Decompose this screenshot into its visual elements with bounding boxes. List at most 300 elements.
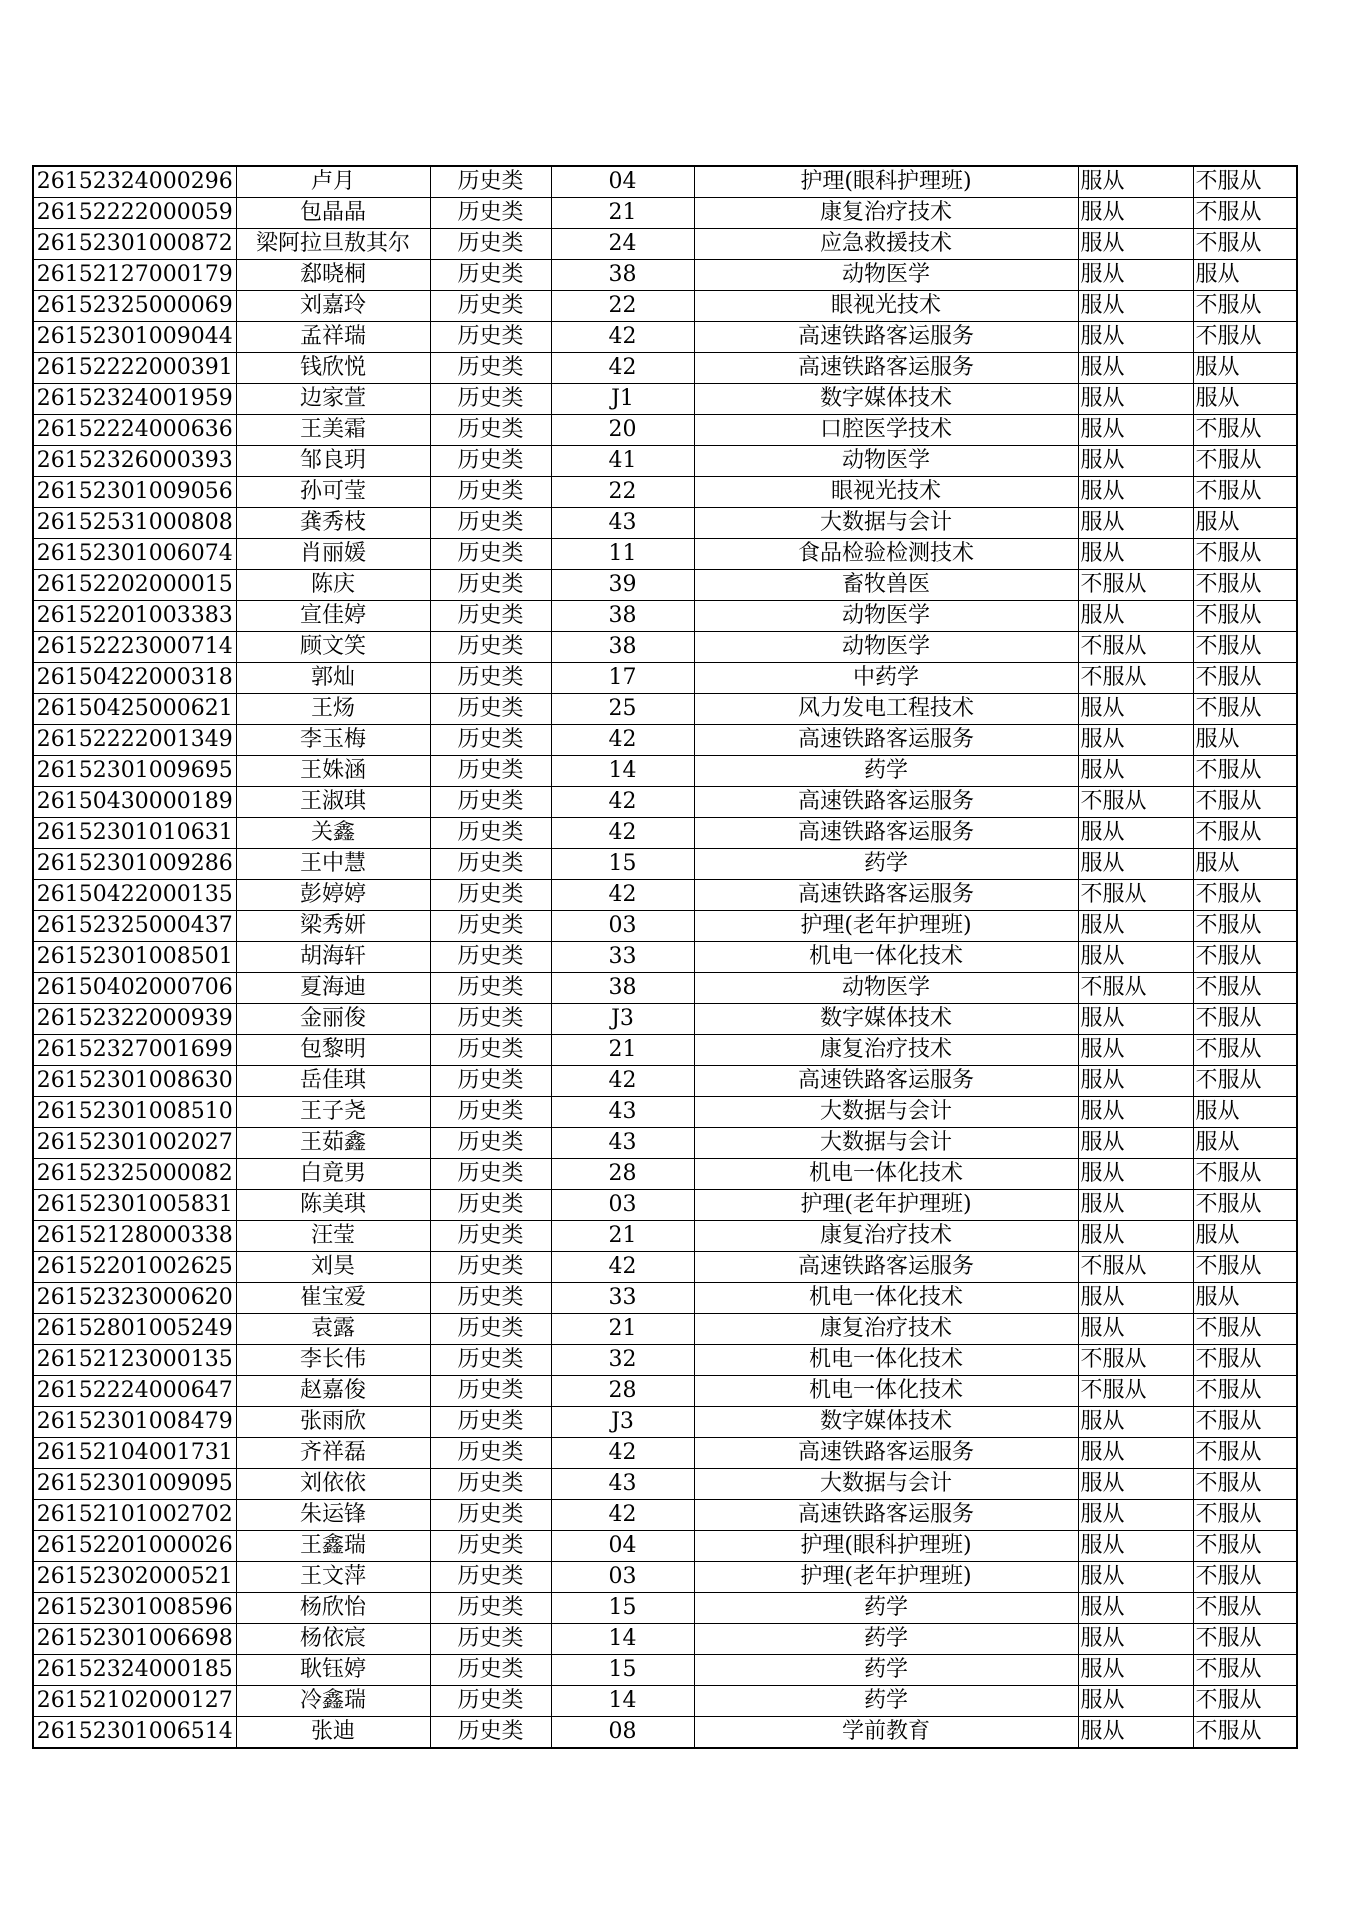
- adjust-school-cell: 不服从: [1193, 322, 1297, 353]
- adjust-school-cell: 不服从: [1193, 1500, 1297, 1531]
- subject-type-cell: 历史类: [430, 1190, 551, 1221]
- subject-type-cell: 历史类: [430, 1438, 551, 1469]
- table-row: [33, 1500, 1297, 1531]
- subject-type-cell: 历史类: [430, 477, 551, 508]
- candidate-id-cell: 26152301000872: [33, 229, 236, 260]
- major-cell: 高速铁路客运服务: [694, 1500, 1078, 1531]
- major-cell: 机电一体化技术: [694, 1345, 1078, 1376]
- major-cell: 动物医学: [694, 260, 1078, 291]
- candidate-id-cell: 26150422000318: [33, 663, 236, 694]
- adjust-major-cell: 不服从: [1078, 570, 1193, 601]
- name-cell: 崔宝爱: [236, 1283, 430, 1314]
- table-row: [33, 1438, 1297, 1469]
- adjust-school-cell: 不服从: [1193, 1004, 1297, 1035]
- adjust-school-cell: 不服从: [1193, 1345, 1297, 1376]
- adjust-major-cell: 服从: [1078, 694, 1193, 725]
- subject-type-cell: 历史类: [430, 1500, 551, 1531]
- major-cell: 风力发电工程技术: [694, 694, 1078, 725]
- major-cell: 动物医学: [694, 632, 1078, 663]
- table-row: [33, 198, 1297, 229]
- major-cell: 高速铁路客运服务: [694, 818, 1078, 849]
- subject-type-cell: 历史类: [430, 1097, 551, 1128]
- candidate-id-cell: 26152301009695: [33, 756, 236, 787]
- major-code-cell: 42: [551, 353, 694, 384]
- name-cell: 梁秀妍: [236, 911, 430, 942]
- major-code-cell: 28: [551, 1159, 694, 1190]
- name-cell: 王美霜: [236, 415, 430, 446]
- table-row: [33, 1624, 1297, 1655]
- major-cell: 药学: [694, 849, 1078, 880]
- table-row: [33, 1128, 1297, 1159]
- name-cell: 王姝涵: [236, 756, 430, 787]
- name-cell: 郄晓桐: [236, 260, 430, 291]
- adjust-major-cell: 服从: [1078, 818, 1193, 849]
- major-code-cell: 15: [551, 1655, 694, 1686]
- major-cell: 眼视光技术: [694, 291, 1078, 322]
- subject-type-cell: 历史类: [430, 198, 551, 229]
- adjust-major-cell: 服从: [1078, 1128, 1193, 1159]
- major-cell: 食品检验检测技术: [694, 539, 1078, 570]
- subject-type-cell: 历史类: [430, 1624, 551, 1655]
- major-code-cell: 28: [551, 1376, 694, 1407]
- table-row: [33, 446, 1297, 477]
- name-cell: 郭灿: [236, 663, 430, 694]
- subject-type-cell: 历史类: [430, 1159, 551, 1190]
- table-row: [33, 291, 1297, 322]
- table-row: [33, 632, 1297, 663]
- major-code-cell: 21: [551, 1035, 694, 1066]
- major-code-cell: 42: [551, 1500, 694, 1531]
- adjust-school-cell: 不服从: [1193, 446, 1297, 477]
- adjust-school-cell: 不服从: [1193, 1159, 1297, 1190]
- candidate-id-cell: 26152531000808: [33, 508, 236, 539]
- adjust-school-cell: 不服从: [1193, 1531, 1297, 1562]
- name-cell: 金丽俊: [236, 1004, 430, 1035]
- adjust-major-cell: 服从: [1078, 1438, 1193, 1469]
- adjust-school-cell: 不服从: [1193, 632, 1297, 663]
- name-cell: 龚秀枝: [236, 508, 430, 539]
- subject-type-cell: 历史类: [430, 1314, 551, 1345]
- major-code-cell: 42: [551, 725, 694, 756]
- adjust-school-cell: 不服从: [1193, 601, 1297, 632]
- table-row: [33, 1345, 1297, 1376]
- major-cell: 高速铁路客运服务: [694, 1066, 1078, 1097]
- name-cell: 陈庆: [236, 570, 430, 601]
- subject-type-cell: 历史类: [430, 291, 551, 322]
- adjust-school-cell: 服从: [1193, 1128, 1297, 1159]
- table-row: [33, 1035, 1297, 1066]
- subject-type-cell: 历史类: [430, 632, 551, 663]
- adjust-school-cell: 不服从: [1193, 694, 1297, 725]
- adjust-school-cell: 不服从: [1193, 1655, 1297, 1686]
- table-row: [33, 260, 1297, 291]
- name-cell: 卢月: [236, 166, 430, 198]
- candidate-id-cell: 26152127000179: [33, 260, 236, 291]
- adjust-major-cell: 服从: [1078, 601, 1193, 632]
- name-cell: 孟祥瑞: [236, 322, 430, 353]
- table-row: [33, 353, 1297, 384]
- table-row: [33, 570, 1297, 601]
- major-cell: 康复治疗技术: [694, 198, 1078, 229]
- table-row: [33, 1221, 1297, 1252]
- major-code-cell: 17: [551, 663, 694, 694]
- name-cell: 王子尧: [236, 1097, 430, 1128]
- candidate-id-cell: 26152123000135: [33, 1345, 236, 1376]
- subject-type-cell: 历史类: [430, 415, 551, 446]
- major-code-cell: 43: [551, 508, 694, 539]
- candidate-id-cell: 26152301008479: [33, 1407, 236, 1438]
- adjust-major-cell: 服从: [1078, 1314, 1193, 1345]
- candidate-id-cell: 26152326000393: [33, 446, 236, 477]
- candidate-id-cell: 26152301009056: [33, 477, 236, 508]
- adjust-school-cell: 服从: [1193, 508, 1297, 539]
- major-code-cell: 38: [551, 601, 694, 632]
- adjust-major-cell: 不服从: [1078, 632, 1193, 663]
- major-code-cell: 42: [551, 787, 694, 818]
- candidate-id-cell: 26152325000437: [33, 911, 236, 942]
- candidate-id-cell: 26152324000185: [33, 1655, 236, 1686]
- subject-type-cell: 历史类: [430, 1035, 551, 1066]
- candidate-id-cell: 26152222000391: [33, 353, 236, 384]
- major-cell: 动物医学: [694, 601, 1078, 632]
- adjust-school-cell: 不服从: [1193, 1035, 1297, 1066]
- candidate-id-cell: 26152325000082: [33, 1159, 236, 1190]
- name-cell: 王炀: [236, 694, 430, 725]
- major-code-cell: 43: [551, 1469, 694, 1500]
- candidate-id-cell: 26152224000647: [33, 1376, 236, 1407]
- major-cell: 康复治疗技术: [694, 1035, 1078, 1066]
- candidate-id-cell: 26152301008501: [33, 942, 236, 973]
- major-code-cell: 43: [551, 1097, 694, 1128]
- name-cell: 王文萍: [236, 1562, 430, 1593]
- adjust-school-cell: 不服从: [1193, 229, 1297, 260]
- candidate-id-cell: 26152301002027: [33, 1128, 236, 1159]
- adjust-school-cell: 不服从: [1193, 291, 1297, 322]
- major-cell: 学前教育: [694, 1717, 1078, 1749]
- name-cell: 梁阿拉旦敖其尔: [236, 229, 430, 260]
- name-cell: 孙可莹: [236, 477, 430, 508]
- name-cell: 王茹鑫: [236, 1128, 430, 1159]
- subject-type-cell: 历史类: [430, 1004, 551, 1035]
- subject-type-cell: 历史类: [430, 1221, 551, 1252]
- adjust-school-cell: 不服从: [1193, 756, 1297, 787]
- name-cell: 刘昊: [236, 1252, 430, 1283]
- major-code-cell: 15: [551, 849, 694, 880]
- table-row: [33, 973, 1297, 1004]
- adjust-school-cell: 不服从: [1193, 942, 1297, 973]
- major-code-cell: 22: [551, 291, 694, 322]
- candidate-id-cell: 26152324001959: [33, 384, 236, 415]
- name-cell: 包黎明: [236, 1035, 430, 1066]
- major-cell: 药学: [694, 1593, 1078, 1624]
- subject-type-cell: 历史类: [430, 694, 551, 725]
- major-code-cell: 24: [551, 229, 694, 260]
- subject-type-cell: 历史类: [430, 570, 551, 601]
- adjust-major-cell: 服从: [1078, 446, 1193, 477]
- subject-type-cell: 历史类: [430, 1562, 551, 1593]
- table-row: [33, 1283, 1297, 1314]
- adjust-school-cell: 服从: [1193, 384, 1297, 415]
- major-code-cell: 33: [551, 942, 694, 973]
- adjust-major-cell: 服从: [1078, 198, 1193, 229]
- table-row: [33, 1469, 1297, 1500]
- name-cell: 王中慧: [236, 849, 430, 880]
- subject-type-cell: 历史类: [430, 508, 551, 539]
- candidate-id-cell: 26152302000521: [33, 1562, 236, 1593]
- major-code-cell: 43: [551, 1128, 694, 1159]
- adjust-school-cell: 服从: [1193, 725, 1297, 756]
- name-cell: 彭婷婷: [236, 880, 430, 911]
- adjust-school-cell: 不服从: [1193, 1593, 1297, 1624]
- subject-type-cell: 历史类: [430, 1376, 551, 1407]
- name-cell: 王淑琪: [236, 787, 430, 818]
- major-code-cell: 42: [551, 880, 694, 911]
- adjust-school-cell: 不服从: [1193, 663, 1297, 694]
- subject-type-cell: 历史类: [430, 911, 551, 942]
- adjust-major-cell: 服从: [1078, 1004, 1193, 1035]
- subject-type-cell: 历史类: [430, 663, 551, 694]
- major-cell: 康复治疗技术: [694, 1221, 1078, 1252]
- candidate-id-cell: 26152301006514: [33, 1717, 236, 1749]
- adjust-major-cell: 服从: [1078, 1531, 1193, 1562]
- table-row: [33, 1562, 1297, 1593]
- adjust-school-cell: 服从: [1193, 1097, 1297, 1128]
- major-cell: 畜牧兽医: [694, 570, 1078, 601]
- adjust-school-cell: 不服从: [1193, 1562, 1297, 1593]
- name-cell: 胡海轩: [236, 942, 430, 973]
- major-code-cell: 03: [551, 911, 694, 942]
- table-row: [33, 1531, 1297, 1562]
- subject-type-cell: 历史类: [430, 1717, 551, 1749]
- adjust-major-cell: 服从: [1078, 229, 1193, 260]
- major-cell: 药学: [694, 1686, 1078, 1717]
- name-cell: 李玉梅: [236, 725, 430, 756]
- major-cell: 大数据与会计: [694, 1469, 1078, 1500]
- table-row: [33, 539, 1297, 570]
- major-code-cell: 20: [551, 415, 694, 446]
- adjust-school-cell: 不服从: [1193, 1190, 1297, 1221]
- adjust-major-cell: 服从: [1078, 1593, 1193, 1624]
- table-row: [33, 601, 1297, 632]
- table-row: [33, 1686, 1297, 1717]
- major-code-cell: 21: [551, 198, 694, 229]
- major-code-cell: 14: [551, 756, 694, 787]
- major-code-cell: 42: [551, 818, 694, 849]
- adjust-major-cell: 服从: [1078, 322, 1193, 353]
- major-code-cell: 21: [551, 1314, 694, 1345]
- major-code-cell: 21: [551, 1221, 694, 1252]
- adjust-major-cell: 服从: [1078, 849, 1193, 880]
- candidate-id-cell: 26150425000621: [33, 694, 236, 725]
- major-cell: 药学: [694, 1624, 1078, 1655]
- adjust-school-cell: 服从: [1193, 849, 1297, 880]
- major-cell: 中药学: [694, 663, 1078, 694]
- candidate-id-cell: 26152301008630: [33, 1066, 236, 1097]
- major-code-cell: J1: [551, 384, 694, 415]
- candidate-id-cell: 26152325000069: [33, 291, 236, 322]
- adjust-school-cell: 不服从: [1193, 1314, 1297, 1345]
- candidate-id-cell: 26152801005249: [33, 1314, 236, 1345]
- adjust-major-cell: 不服从: [1078, 663, 1193, 694]
- major-code-cell: 25: [551, 694, 694, 725]
- adjust-school-cell: 不服从: [1193, 1469, 1297, 1500]
- major-cell: 药学: [694, 756, 1078, 787]
- subject-type-cell: 历史类: [430, 353, 551, 384]
- candidate-id-cell: 26152222001349: [33, 725, 236, 756]
- subject-type-cell: 历史类: [430, 756, 551, 787]
- name-cell: 汪莹: [236, 1221, 430, 1252]
- name-cell: 王鑫瑞: [236, 1531, 430, 1562]
- adjust-major-cell: 服从: [1078, 1655, 1193, 1686]
- major-cell: 高速铁路客运服务: [694, 880, 1078, 911]
- subject-type-cell: 历史类: [430, 942, 551, 973]
- major-cell: 机电一体化技术: [694, 1376, 1078, 1407]
- name-cell: 齐祥磊: [236, 1438, 430, 1469]
- candidate-id-cell: 26152104001731: [33, 1438, 236, 1469]
- subject-type-cell: 历史类: [430, 725, 551, 756]
- table-row: [33, 725, 1297, 756]
- candidate-id-cell: 26152202000015: [33, 570, 236, 601]
- table-row: [33, 384, 1297, 415]
- adjust-major-cell: 服从: [1078, 1159, 1193, 1190]
- candidate-id-cell: 26152224000636: [33, 415, 236, 446]
- subject-type-cell: 历史类: [430, 539, 551, 570]
- table-row: [33, 911, 1297, 942]
- name-cell: 肖丽媛: [236, 539, 430, 570]
- candidate-id-cell: 26152223000714: [33, 632, 236, 663]
- name-cell: 袁露: [236, 1314, 430, 1345]
- major-code-cell: 33: [551, 1283, 694, 1314]
- name-cell: 冷鑫瑞: [236, 1686, 430, 1717]
- table-row: [33, 1593, 1297, 1624]
- table-row: [33, 508, 1297, 539]
- name-cell: 宣佳婷: [236, 601, 430, 632]
- major-code-cell: 42: [551, 1438, 694, 1469]
- major-cell: 机电一体化技术: [694, 1283, 1078, 1314]
- candidate-id-cell: 26152102000127: [33, 1686, 236, 1717]
- subject-type-cell: 历史类: [430, 787, 551, 818]
- adjust-major-cell: 服从: [1078, 1283, 1193, 1314]
- table-row: [33, 787, 1297, 818]
- table-row: [33, 1190, 1297, 1221]
- major-cell: 高速铁路客运服务: [694, 1438, 1078, 1469]
- candidate-id-cell: 26150402000706: [33, 973, 236, 1004]
- major-cell: 护理(眼科护理班): [694, 166, 1078, 198]
- adjust-major-cell: 服从: [1078, 260, 1193, 291]
- candidate-id-cell: 26152301005831: [33, 1190, 236, 1221]
- adjust-major-cell: 不服从: [1078, 787, 1193, 818]
- major-cell: 大数据与会计: [694, 508, 1078, 539]
- adjust-major-cell: 服从: [1078, 539, 1193, 570]
- major-cell: 高速铁路客运服务: [694, 787, 1078, 818]
- adjust-major-cell: 不服从: [1078, 880, 1193, 911]
- adjust-school-cell: 服从: [1193, 1221, 1297, 1252]
- adjust-major-cell: 服从: [1078, 1717, 1193, 1749]
- major-cell: 康复治疗技术: [694, 1314, 1078, 1345]
- major-code-cell: 42: [551, 322, 694, 353]
- name-cell: 关鑫: [236, 818, 430, 849]
- candidate-id-cell: 26152201000026: [33, 1531, 236, 1562]
- candidate-id-cell: 26150430000189: [33, 787, 236, 818]
- subject-type-cell: 历史类: [430, 166, 551, 198]
- table-row: [33, 1407, 1297, 1438]
- adjust-school-cell: 不服从: [1193, 166, 1297, 198]
- adjust-school-cell: 不服从: [1193, 973, 1297, 1004]
- name-cell: 顾文笑: [236, 632, 430, 663]
- candidate-id-cell: 26152201003383: [33, 601, 236, 632]
- major-code-cell: 32: [551, 1345, 694, 1376]
- adjust-major-cell: 服从: [1078, 477, 1193, 508]
- table-row: [33, 322, 1297, 353]
- table-row: [33, 1655, 1297, 1686]
- major-code-cell: 08: [551, 1717, 694, 1749]
- major-cell: 数字媒体技术: [694, 384, 1078, 415]
- adjust-school-cell: 不服从: [1193, 1686, 1297, 1717]
- subject-type-cell: 历史类: [430, 1531, 551, 1562]
- adjust-major-cell: 不服从: [1078, 1252, 1193, 1283]
- major-code-cell: 39: [551, 570, 694, 601]
- name-cell: 陈美琪: [236, 1190, 430, 1221]
- table-row: [33, 880, 1297, 911]
- adjust-school-cell: 不服从: [1193, 911, 1297, 942]
- table-row: [33, 1097, 1297, 1128]
- candidate-id-cell: 26152301009044: [33, 322, 236, 353]
- table-row: [33, 1004, 1297, 1035]
- name-cell: 刘嘉玲: [236, 291, 430, 322]
- adjust-major-cell: 服从: [1078, 725, 1193, 756]
- major-code-cell: 14: [551, 1624, 694, 1655]
- adjust-school-cell: 不服从: [1193, 880, 1297, 911]
- table-row: [33, 1717, 1297, 1749]
- adjust-school-cell: 不服从: [1193, 1376, 1297, 1407]
- name-cell: 耿钰婷: [236, 1655, 430, 1686]
- adjust-school-cell: 不服从: [1193, 198, 1297, 229]
- adjust-major-cell: 服从: [1078, 508, 1193, 539]
- major-cell: 动物医学: [694, 446, 1078, 477]
- adjust-major-cell: 服从: [1078, 1407, 1193, 1438]
- table-row: [33, 1159, 1297, 1190]
- adjust-school-cell: 不服从: [1193, 570, 1297, 601]
- table-row: [33, 229, 1297, 260]
- name-cell: 刘依依: [236, 1469, 430, 1500]
- adjust-school-cell: 服从: [1193, 260, 1297, 291]
- table-row: [33, 1252, 1297, 1283]
- adjust-major-cell: 不服从: [1078, 1345, 1193, 1376]
- major-cell: 护理(眼科护理班): [694, 1531, 1078, 1562]
- subject-type-cell: 历史类: [430, 1128, 551, 1159]
- adjust-school-cell: 不服从: [1193, 415, 1297, 446]
- table-row: [33, 694, 1297, 725]
- table-row: [33, 477, 1297, 508]
- adjust-major-cell: 服从: [1078, 166, 1193, 198]
- major-code-cell: 14: [551, 1686, 694, 1717]
- name-cell: 杨欣怡: [236, 1593, 430, 1624]
- major-cell: 口腔医学技术: [694, 415, 1078, 446]
- name-cell: 夏海迪: [236, 973, 430, 1004]
- adjust-major-cell: 服从: [1078, 1624, 1193, 1655]
- major-cell: 高速铁路客运服务: [694, 725, 1078, 756]
- table-row: [33, 942, 1297, 973]
- subject-type-cell: 历史类: [430, 1686, 551, 1717]
- adjust-major-cell: 服从: [1078, 1562, 1193, 1593]
- candidate-id-cell: 26152301009095: [33, 1469, 236, 1500]
- candidate-id-cell: 26152327001699: [33, 1035, 236, 1066]
- subject-type-cell: 历史类: [430, 1593, 551, 1624]
- major-cell: 数字媒体技术: [694, 1407, 1078, 1438]
- adjust-school-cell: 不服从: [1193, 1252, 1297, 1283]
- name-cell: 李长伟: [236, 1345, 430, 1376]
- major-code-cell: 04: [551, 1531, 694, 1562]
